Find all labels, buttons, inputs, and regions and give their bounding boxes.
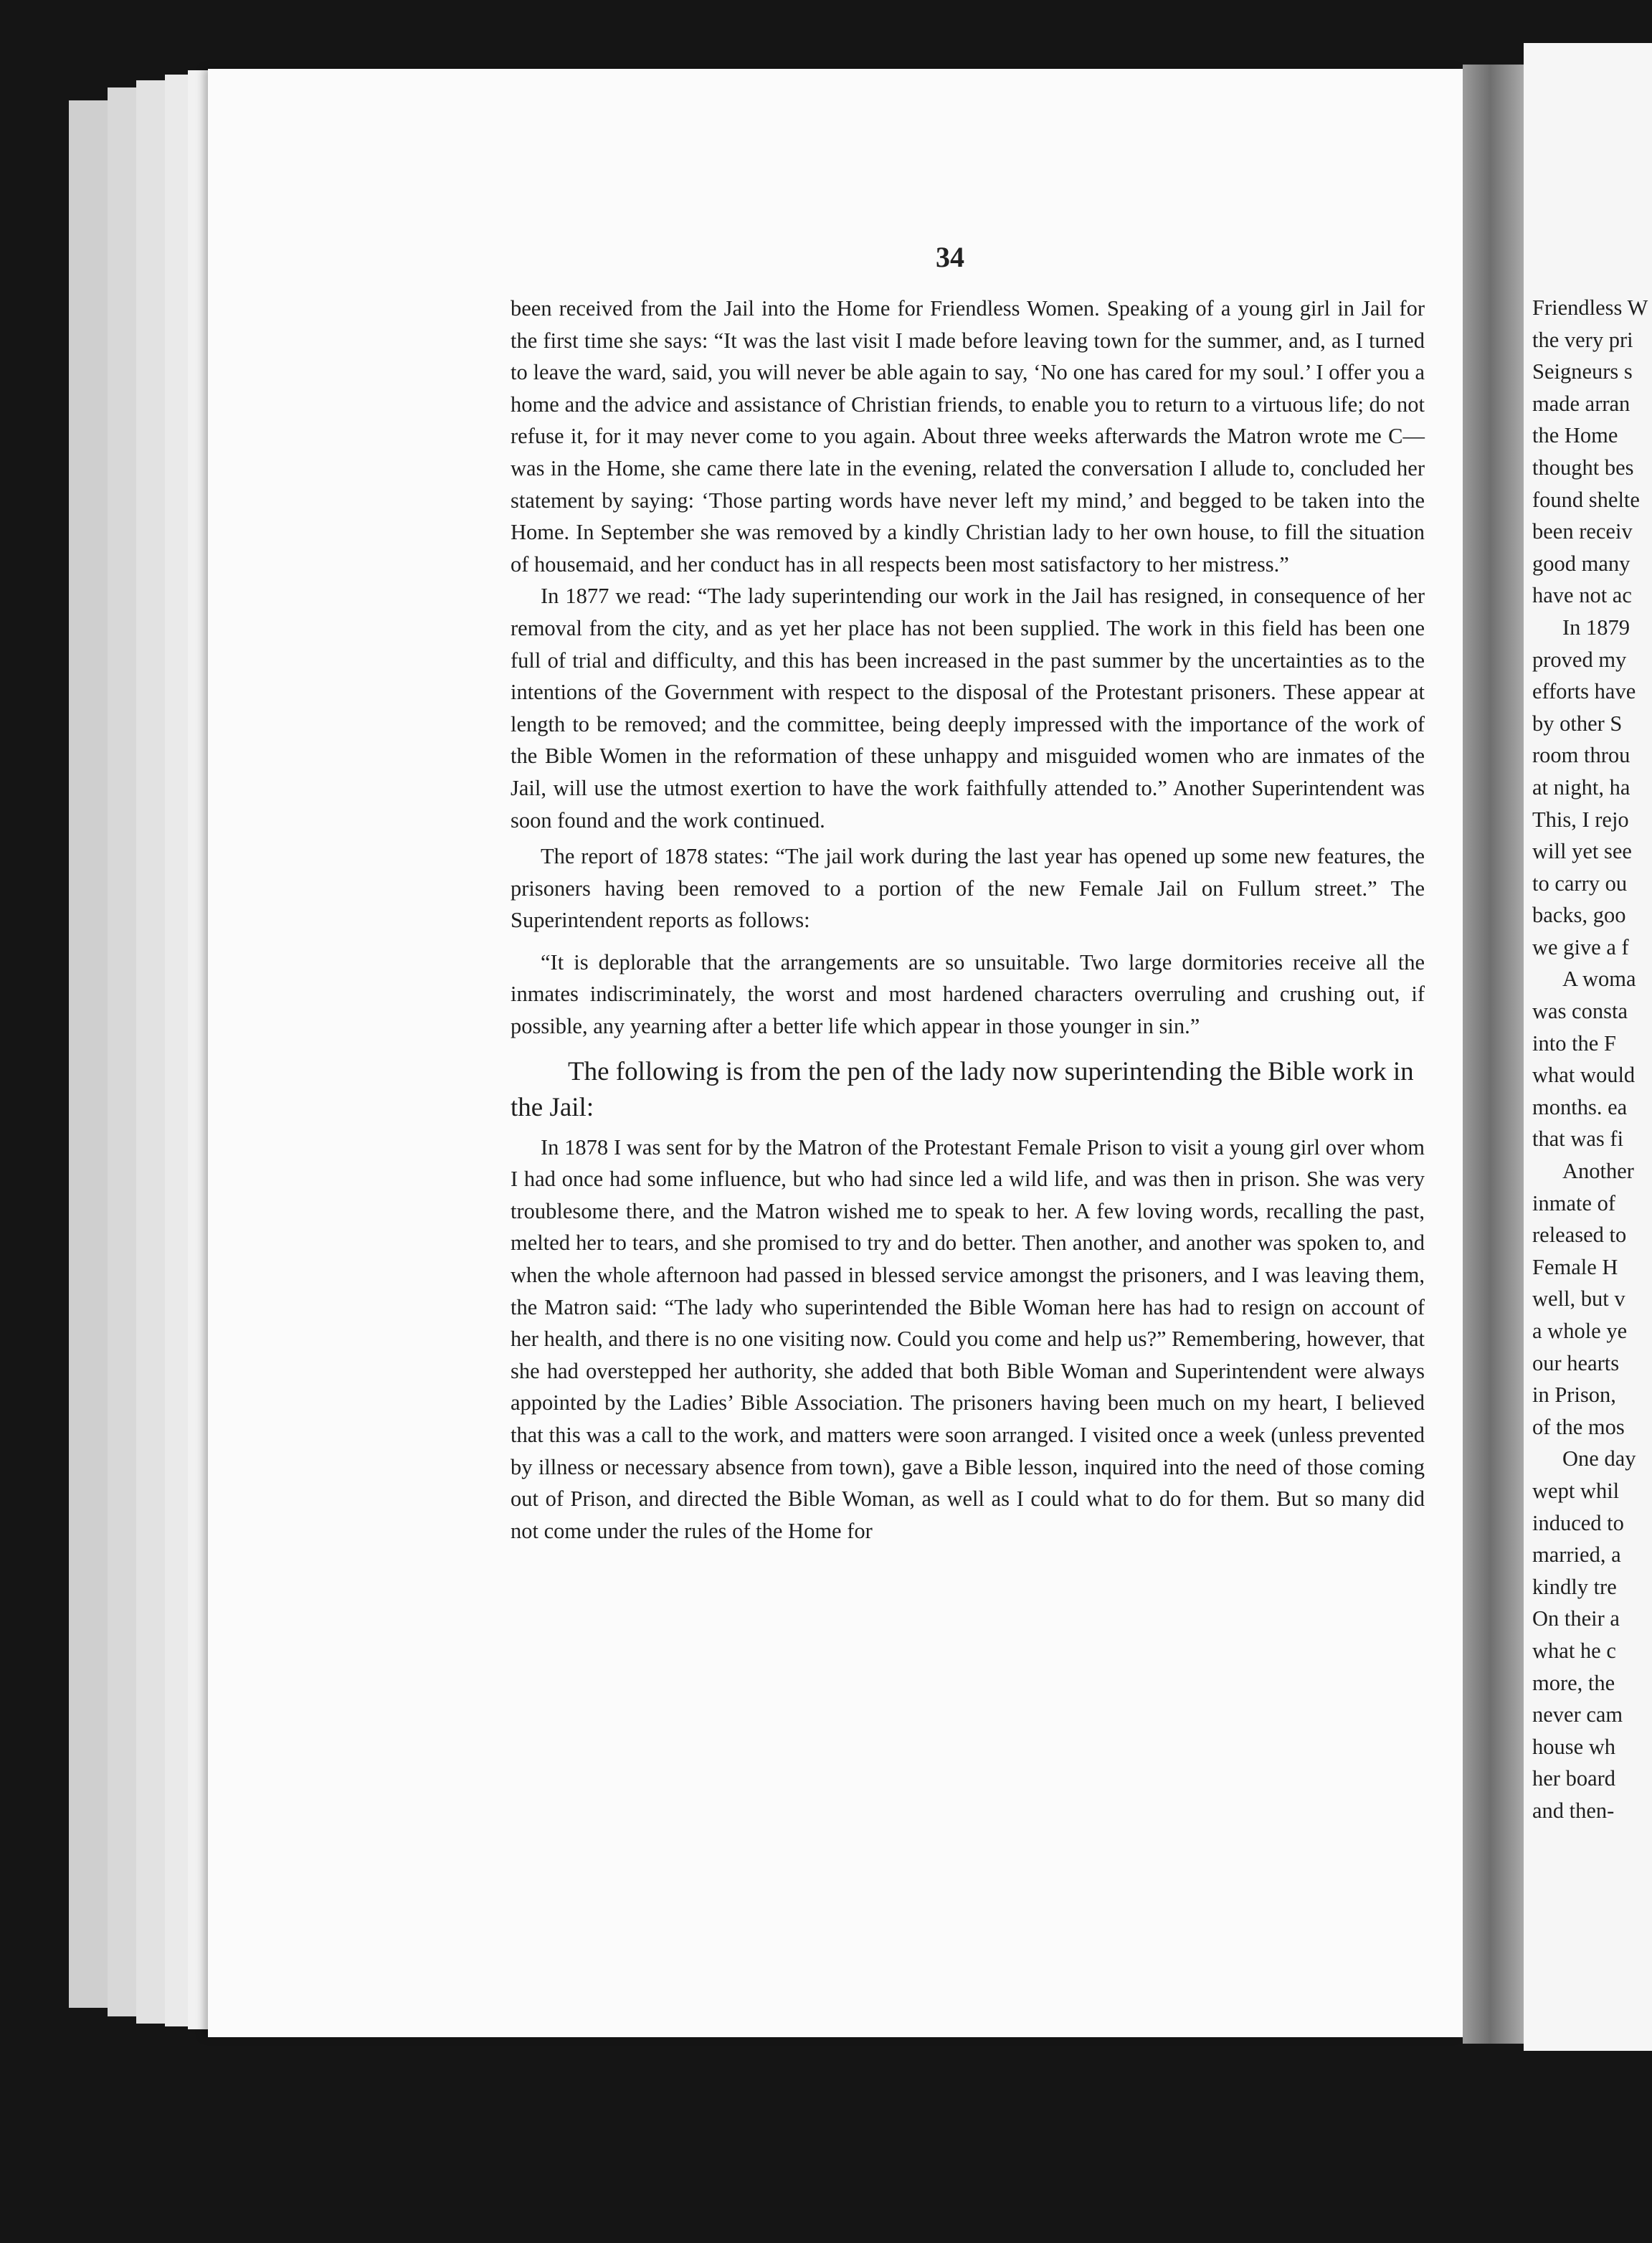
facing-page-line: and then-	[1532, 1798, 1615, 1823]
facing-page-line: room throu	[1532, 743, 1630, 768]
facing-page-line: thought bes	[1532, 455, 1634, 480]
facing-page-line: made arran	[1532, 391, 1630, 416]
facing-page-line: never cam	[1532, 1702, 1623, 1727]
facing-page-line: kindly tre	[1532, 1574, 1617, 1599]
facing-page-line: wept whil	[1532, 1478, 1620, 1503]
facing-page-line: good many	[1532, 551, 1630, 576]
facing-page-line: what he c	[1532, 1638, 1616, 1663]
facing-page-line: well, but v	[1532, 1286, 1625, 1312]
facing-page-line: of the mos	[1532, 1414, 1625, 1439]
facing-page-line: efforts have	[1532, 679, 1636, 704]
facing-page-line: her board	[1532, 1766, 1616, 1791]
facing-page-line: was consta	[1532, 999, 1628, 1024]
page-body-text	[511, 293, 1425, 1547]
paragraph: “It is deplorable that the arrangements are so unsuitable. Two large dormitories receive all the inmates indiscriminately, the worst and most hardened characters overruling and crushing out, if possible, any yearning after a better life which appear in those younger in sin.”	[511, 949, 1425, 1039]
facing-page-line: months. ea	[1532, 1094, 1628, 1119]
facing-page-line: inmate of	[1532, 1190, 1616, 1215]
facing-page-line: released to	[1532, 1223, 1627, 1248]
section-heading: The following is from the pen of the lady now superintending the Bible work in the Jail:	[511, 1056, 1414, 1122]
facing-page-line: This, I rejo	[1532, 807, 1629, 832]
facing-page-line: more, the	[1532, 1670, 1615, 1695]
facing-page-line: backs, goo	[1532, 903, 1626, 928]
facing-page-text	[1532, 292, 1652, 1827]
facing-page-line: will yet see	[1532, 839, 1632, 864]
facing-page	[1524, 43, 1652, 2051]
facing-page-line: Female H	[1532, 1254, 1618, 1279]
facing-page-line: we give a f	[1532, 934, 1629, 959]
facing-page-line: house wh	[1532, 1734, 1616, 1759]
facing-page-line: in Prison,	[1532, 1383, 1616, 1408]
facing-page-line: that was fi	[1532, 1127, 1624, 1152]
paragraph: In 1878 I was sent for by the Matron of the Protestant Female Prison to visit a young girl over whom I had once had some influence, but who had since led a wild life, and was then in prison. She was very troublesome there, and the Matron wished me to speak to her. A few loving words, recalling the past, melted her to tears, and she promised to try and do better. Then another, and another was spoken to, and when the whole afternoon had passed in blessed service amongst the prisoners, and I was leaving them, the Matron said: “The lady who superintended the Bible Woman here has had to resign on account of her health, and there is no one visiting now. Could you come and help us?” Remembering, however, that she had overstepped her authority, she added that both Bible Woman and Superintendent were always appointed by the Ladies’ Bible Association. The prisoners having been much on my heart, I believed that this was a call to the work, and matters were soon arranged. I visited once a week (unless prevented by illness or necessary absence from town), gave a Bible lesson, inquired into the need of those coming out of Prison, and directed the Bible Woman, as well as I could what to do for them. But so many did not come under the rules of the Home for	[511, 1134, 1425, 1543]
facing-page-line: One day	[1562, 1446, 1636, 1471]
facing-page-line: what would	[1532, 1063, 1636, 1088]
facing-page-line: our hearts	[1532, 1350, 1620, 1375]
page-number: 34	[936, 241, 964, 273]
facing-page-line: to carry ou	[1532, 871, 1628, 896]
facing-page-line: found shelte	[1532, 487, 1640, 512]
facing-page-line: into the F	[1532, 1030, 1616, 1056]
facing-page-line: the Home	[1532, 423, 1618, 448]
facing-page-line: Friendless W	[1532, 295, 1648, 320]
facing-page-line: Another	[1562, 1159, 1634, 1184]
facing-page-line: by other S	[1532, 711, 1623, 736]
facing-page-line: induced to	[1532, 1510, 1624, 1535]
facing-page-line: Seigneurs s	[1532, 359, 1633, 384]
facing-page-line: married, a	[1532, 1542, 1621, 1568]
paragraph: In 1877 we read: “The lady superintending our work in the Jail has resigned, in consequence of her removal from the city, and as yet her place has not been supplied. The work in this field has been one full of trial and difficulty, and this has been increased in the past summer by the uncertainties as to the intentions of the Government with respect to the disposal of the Protestant prisoners. These appear at length to be removed; and the committee, being deeply impressed with the importance of the work of the Bible Women in the reformation of these unhappy and misguided women who are inmates of the Jail, will use the utmost exertion to have the work faithfully attended to.” Another Superintendent was soon found and the work continued.	[511, 584, 1425, 833]
paragraph: been received from the Jail into the Home for Friendless Women. Speaking of a young girl in Jail for the first time she says: “It was the last visit I made before leaving town for the summer, and, as I turned to leave the ward, said, you will never be able again to say, ‘No one has cared for my soul.’ I offer you a home and the advice and assistance of Christian friends, to enable you to return to a virtuous life; do not refuse it, for it may never come to you again. About three weeks afterwards the Matron wrote me C— was in the Home, she came there late in the evening, related the conversation I allude to, concluded her statement by saying: ‘Those parting words have never left my mind,’ and begged to be taken into the Home. In September she was removed by a kindly Christian lady to her own house, to fill the situation of housemaid, and her conduct has in all respects been most satisfactory to her mistress.”	[511, 296, 1425, 577]
facing-page-line: A woma	[1562, 967, 1636, 992]
facing-page-line: have not ac	[1532, 583, 1632, 608]
facing-page-line: been receiv	[1532, 519, 1633, 544]
facing-page-line: On their a	[1532, 1606, 1620, 1631]
facing-page-line: In 1879	[1562, 615, 1630, 640]
facing-page-line: at night, ha	[1532, 774, 1630, 800]
paragraph: The report of 1878 states: “The jail work during the last year has opened up some new features, the prisoners having been removed to a portion of the new Female Jail on Fullum street.” The Superintendent reports as follows:	[511, 844, 1425, 933]
facing-page-line: proved my	[1532, 647, 1627, 672]
facing-page-line: the very pri	[1532, 327, 1633, 352]
facing-page-line: a whole ye	[1532, 1319, 1628, 1343]
